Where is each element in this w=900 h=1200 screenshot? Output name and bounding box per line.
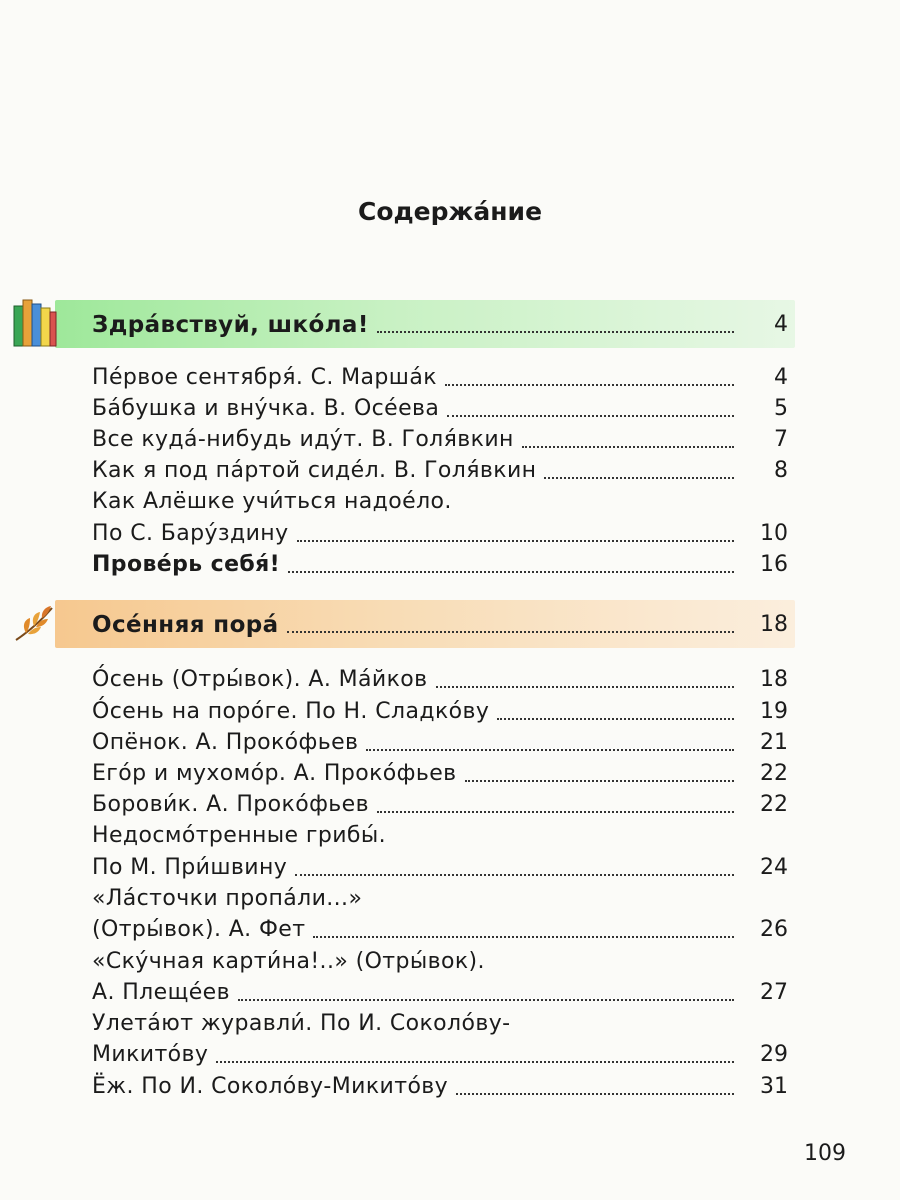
leader-dots xyxy=(497,718,734,720)
toc-entry[interactable] xyxy=(92,424,788,456)
toc-entry-title: Опёнок. А. Проко́фьев xyxy=(92,730,359,755)
toc-entry-title: Улета́ют журавли́. По И. Соколо́ву- xyxy=(92,1011,511,1036)
toc-entry[interactable] xyxy=(92,977,788,1009)
leader-dots xyxy=(377,331,734,333)
section-heading-label: Осе́нняя пора́ xyxy=(92,612,279,638)
toc-entry-title: Борови́к. А. Проко́фьев xyxy=(92,792,369,817)
toc-entry-title: Прове́рь себя́! xyxy=(92,552,281,577)
page-ref: 24 xyxy=(760,855,788,880)
leader-dots xyxy=(436,686,734,688)
leader-dots xyxy=(465,780,735,782)
toc-entry[interactable] xyxy=(92,518,788,550)
toc-entry[interactable] xyxy=(92,393,788,425)
page-ref: 19 xyxy=(760,699,788,724)
page-ref: 22 xyxy=(760,761,788,786)
toc-entry[interactable] xyxy=(92,362,788,394)
page-ref: 26 xyxy=(760,917,788,942)
leader-dots xyxy=(216,1061,734,1063)
toc-entry[interactable] xyxy=(92,696,788,728)
page-ref: 22 xyxy=(760,792,788,817)
page-ref: 16 xyxy=(760,552,788,577)
autumn-leaf-icon xyxy=(14,604,56,644)
leader-dots xyxy=(287,631,734,633)
toc-entry[interactable] xyxy=(92,883,788,915)
page-ref: 21 xyxy=(760,730,788,755)
toc-entry-title: Ёж. По И. Соколо́ву-Микито́ву xyxy=(92,1074,449,1099)
toc-entry-title: Как я под па́ртой сиде́л. В. Голя́вкин xyxy=(92,458,537,483)
leader-dots xyxy=(522,446,734,448)
page-ref: 18 xyxy=(760,667,788,692)
page-ref: 18 xyxy=(760,612,788,637)
toc-entry-title: А. Плеще́ев xyxy=(92,980,230,1005)
toc-entry-check-yourself[interactable] xyxy=(92,549,788,581)
toc-entry[interactable] xyxy=(92,727,788,759)
toc-entry-title: Как Алёшке учи́ться надое́ло. xyxy=(92,489,452,514)
toc-entry-title: Микито́ву xyxy=(92,1042,209,1067)
toc-entry-title: По М. При́швину xyxy=(92,855,288,880)
toc-entry-title: Все куда́-нибудь иду́т. В. Голя́вкин xyxy=(92,427,514,452)
toc-entry-title: Ба́бушка и вну́чка. В. Осе́ева xyxy=(92,396,440,421)
section-heading-school[interactable] xyxy=(92,309,788,341)
leader-dots xyxy=(447,415,734,417)
leader-dots xyxy=(297,540,734,542)
toc-entry[interactable] xyxy=(92,789,788,821)
toc-entry-title: О́сень (Отры́вок). А. Ма́йков xyxy=(92,667,428,692)
leader-dots xyxy=(445,384,734,386)
leader-dots xyxy=(544,477,734,479)
toc-entry[interactable] xyxy=(92,914,788,946)
page-number: 109 xyxy=(804,1141,846,1166)
leader-dots xyxy=(238,999,734,1001)
page-ref: 29 xyxy=(760,1042,788,1067)
leader-dots xyxy=(295,874,734,876)
toc-entry[interactable] xyxy=(92,455,788,487)
toc-entry-title: Его́р и мухомо́р. А. Проко́фьев xyxy=(92,761,457,786)
page-ref: 10 xyxy=(760,521,788,546)
leader-dots xyxy=(456,1093,734,1095)
toc-entry[interactable] xyxy=(92,758,788,790)
page-ref: 7 xyxy=(774,427,788,452)
leader-dots xyxy=(288,571,734,573)
page-ref: 4 xyxy=(774,365,788,390)
toc-entry[interactable] xyxy=(92,1008,788,1040)
page-ref: 4 xyxy=(774,312,788,337)
toc-entry-title: Недосмо́тренные грибы́. xyxy=(92,823,387,848)
leader-dots xyxy=(313,936,734,938)
toc-entry[interactable] xyxy=(92,1039,788,1071)
toc-entry-title: По С. Бару́здину xyxy=(92,521,289,546)
toc-entry-title: «Ску́чная карти́на!..» (Отры́вок). xyxy=(92,949,485,974)
toc-entry[interactable] xyxy=(92,1071,788,1103)
page-ref: 5 xyxy=(774,396,788,421)
leader-dots xyxy=(366,749,734,751)
books-icon xyxy=(13,298,57,348)
toc-entry[interactable] xyxy=(92,852,788,884)
toc-entry-title: «Ла́сточки пропа́ли...» xyxy=(92,886,363,911)
page-title: Содержа́ние xyxy=(357,197,543,226)
page-ref: 31 xyxy=(760,1074,788,1099)
toc-entry[interactable] xyxy=(92,820,788,852)
leader-dots xyxy=(377,811,734,813)
toc-entry-title: Пе́рвое сентября́. С. Марша́к xyxy=(92,365,437,390)
toc-entry[interactable] xyxy=(92,664,788,696)
toc-entry-title: О́сень на поро́ге. По Н. Сладко́ву xyxy=(92,699,490,724)
toc-entry-title: (Отры́вок). А. Фет xyxy=(92,917,306,942)
page-ref: 8 xyxy=(774,458,788,483)
section-heading-autumn[interactable] xyxy=(92,609,788,641)
toc-entry[interactable] xyxy=(92,946,788,978)
section-heading-label: Здра́вствуй, шко́ла! xyxy=(92,312,369,338)
toc-entry[interactable] xyxy=(92,486,788,518)
page-ref: 27 xyxy=(760,980,788,1005)
